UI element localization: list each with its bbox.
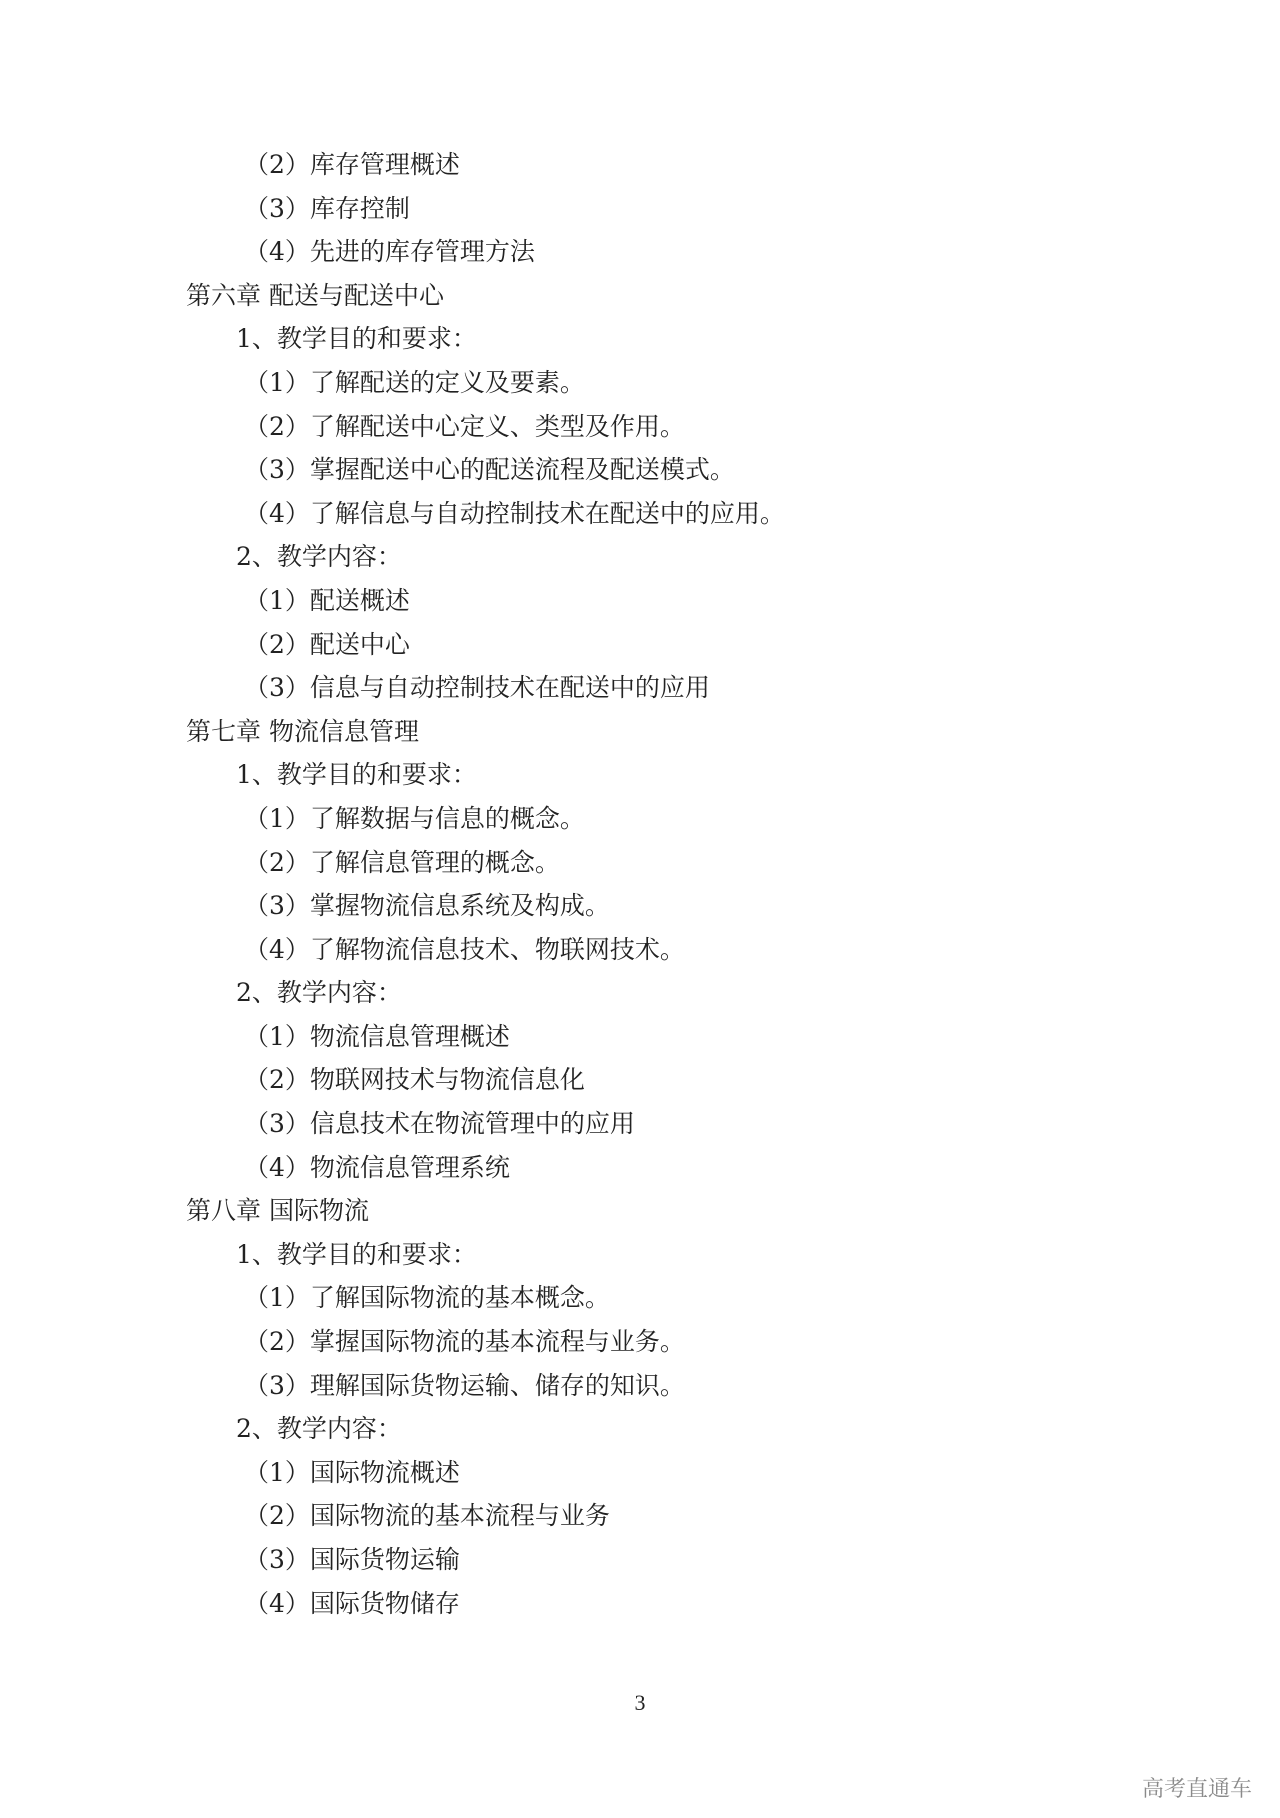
list-item: （1）了解数据与信息的概念。 [244, 803, 585, 833]
list-item: （2）物联网技术与物流信息化 [244, 1065, 585, 1095]
list-item: （2）掌握国际物流的基本流程与业务。 [244, 1327, 685, 1357]
list-item: （4）先进的库存管理方法 [244, 237, 535, 267]
list-item: （2）国际物流的基本流程与业务 [244, 1501, 610, 1531]
list-item: （4）国际货物储存 [244, 1588, 460, 1618]
list-item: （2）配送中心 [244, 629, 410, 659]
section-heading: 1、教学目的和要求： [236, 324, 477, 354]
document-body [186, 143, 1146, 1625]
chapter-heading: 第六章 配送与配送中心 [186, 280, 444, 310]
list-item: （3）掌握配送中心的配送流程及配送模式。 [244, 455, 735, 485]
list-item: （2）了解配送中心定义、类型及作用。 [244, 411, 685, 441]
list-item: （4）了解信息与自动控制技术在配送中的应用。 [244, 498, 785, 528]
list-item: （4）了解物流信息技术、物联网技术。 [244, 934, 685, 964]
section-heading: 2、教学内容： [236, 1414, 402, 1444]
list-item: （3）理解国际货物运输、储存的知识。 [244, 1370, 685, 1400]
list-item: （3）信息与自动控制技术在配送中的应用 [244, 673, 710, 703]
list-item: （3）库存控制 [244, 193, 410, 223]
list-item: （3）国际货物运输 [244, 1545, 460, 1574]
list-item: （1）国际物流概述 [244, 1457, 460, 1487]
section-heading: 2、教学内容： [236, 978, 402, 1008]
watermark: 高考直通车 [1141, 1777, 1252, 1802]
list-item: （1）了解配送的定义及要素。 [244, 367, 585, 397]
list-item: （2）库存管理概述 [244, 150, 460, 179]
section-heading: 1、教学目的和要求： [236, 1239, 477, 1269]
list-item: （4）物流信息管理系统 [244, 1152, 510, 1182]
chapter-heading: 第八章 国际物流 [186, 1196, 369, 1226]
chapter-heading: 第七章 物流信息管理 [186, 716, 419, 746]
page-number: 3 [634, 1690, 646, 1715]
section-heading: 1、教学目的和要求： [236, 760, 477, 790]
list-item: （1）配送概述 [244, 585, 410, 615]
list-item: （1）物流信息管理概述 [244, 1021, 510, 1051]
list-item: （1）了解国际物流的基本概念。 [244, 1283, 610, 1313]
section-heading: 2、教学内容： [236, 542, 402, 572]
list-item: （3）掌握物流信息系统及构成。 [244, 891, 610, 921]
list-item: （3）信息技术在物流管理中的应用 [244, 1109, 635, 1139]
list-item: （2）了解信息管理的概念。 [244, 847, 560, 877]
